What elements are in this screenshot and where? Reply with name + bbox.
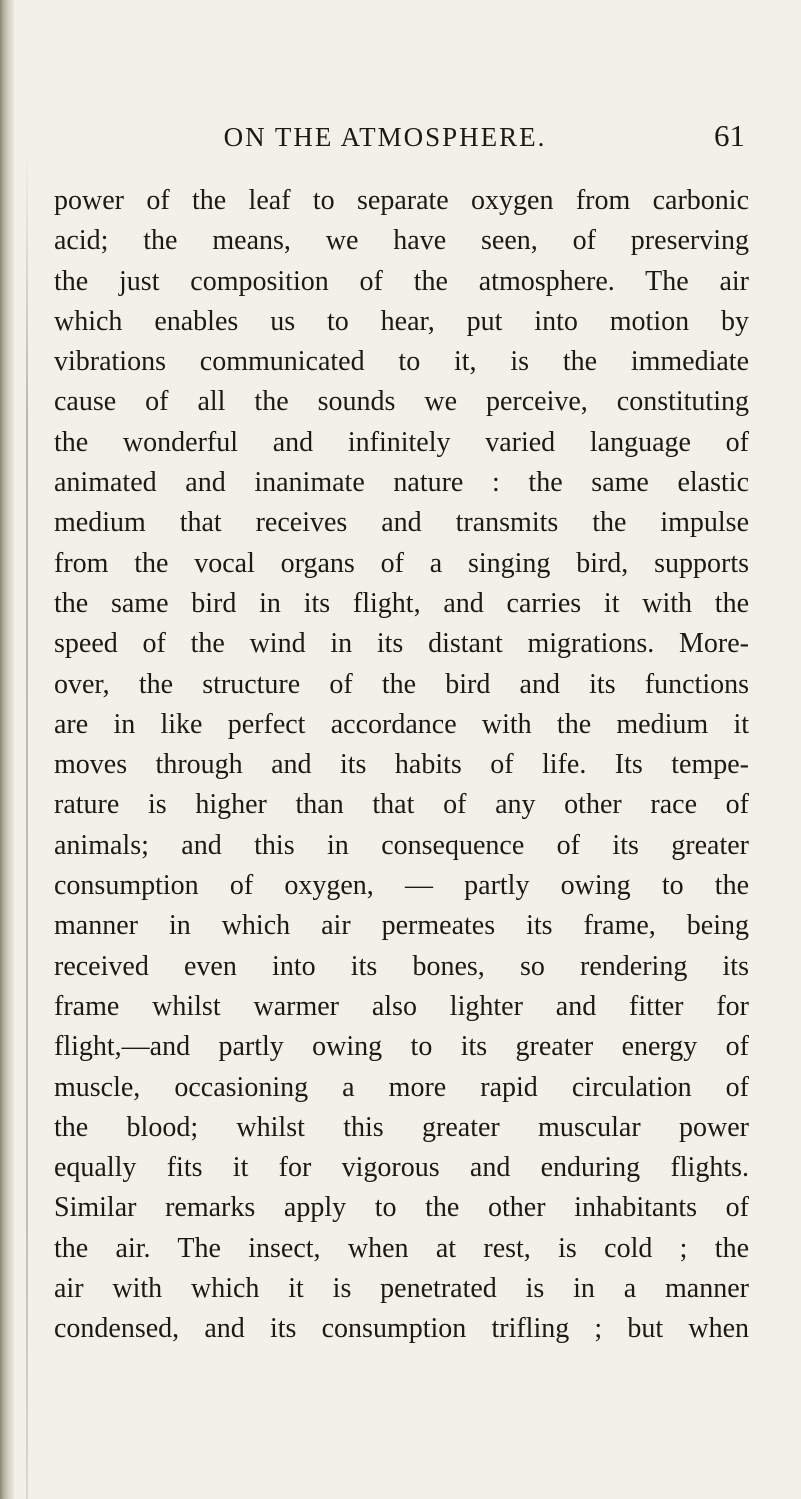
text-line: power of the leaf to separate oxygen from carbonic: [54, 185, 749, 216]
page-gutter-shadow: [26, 150, 28, 1499]
text-line: the just composition of the atmosphere. The air: [54, 265, 749, 297]
text-line: the air. The insect, when at rest, is cold ; the: [54, 1232, 749, 1264]
text-line: the wonderful and infinitely varied language of: [54, 426, 749, 458]
text-line: the blood; whilst this greater muscular power: [54, 1111, 749, 1143]
text-line: frame whilst warmer also lighter and fitter for: [54, 990, 749, 1022]
text-line: from the vocal organs of a singing bird, supports: [54, 547, 749, 579]
text-line: animals; and this in consequence of its greater: [54, 829, 749, 861]
text-line: speed of the wind in its distant migrations. More-: [54, 628, 749, 660]
text-line: received even into its bones, so rendering its: [54, 950, 749, 982]
text-line: which enables us to hear, put into motion by: [54, 305, 749, 337]
text-line: over, the structure of the bird and its functions: [54, 668, 749, 700]
running-title: ON THE ATMOSPHERE.: [223, 122, 547, 152]
page-number: 61: [714, 118, 745, 153]
book-page: [50, 0, 770, 1499]
page-binding-edge: [0, 0, 14, 1499]
text-line: condensed, and its consumption trifling ; but when: [54, 1313, 749, 1345]
text-line: muscle, occasioning a more rapid circulation of: [54, 1071, 749, 1103]
text-line: moves through and its habits of life. Its tempe-: [54, 749, 749, 781]
text-line: cause of all the sounds we perceive, constituting: [54, 386, 749, 418]
text-line: equally fits it for vigorous and enduring flights.: [54, 1152, 749, 1184]
body-text: [54, 181, 749, 1350]
text-line: Similar remarks apply to the other inhabitants of: [54, 1192, 749, 1224]
text-line: rature is higher than that of any other race of: [54, 789, 749, 821]
text-line: the same bird in its flight, and carries it with the: [54, 587, 749, 619]
text-line: vibrations communicated to it, is the immediate: [54, 346, 749, 378]
text-line: are in like perfect accordance with the medium it: [54, 708, 749, 740]
text-line: medium that receives and transmits the impulse: [54, 507, 749, 539]
text-line: animated and inanimate nature : the same elastic: [54, 467, 749, 499]
text-line: flight,—and partly owing to its greater energy of: [54, 1031, 749, 1063]
text-line: acid; the means, we have seen, of preserving: [54, 225, 749, 257]
text-line: consumption of oxygen, — partly owing to the: [54, 870, 749, 902]
running-head: [50, 116, 770, 156]
text-line: air with which it is penetrated is in a manner: [54, 1273, 749, 1305]
text-line: manner in which air permeates its frame, being: [54, 910, 749, 942]
